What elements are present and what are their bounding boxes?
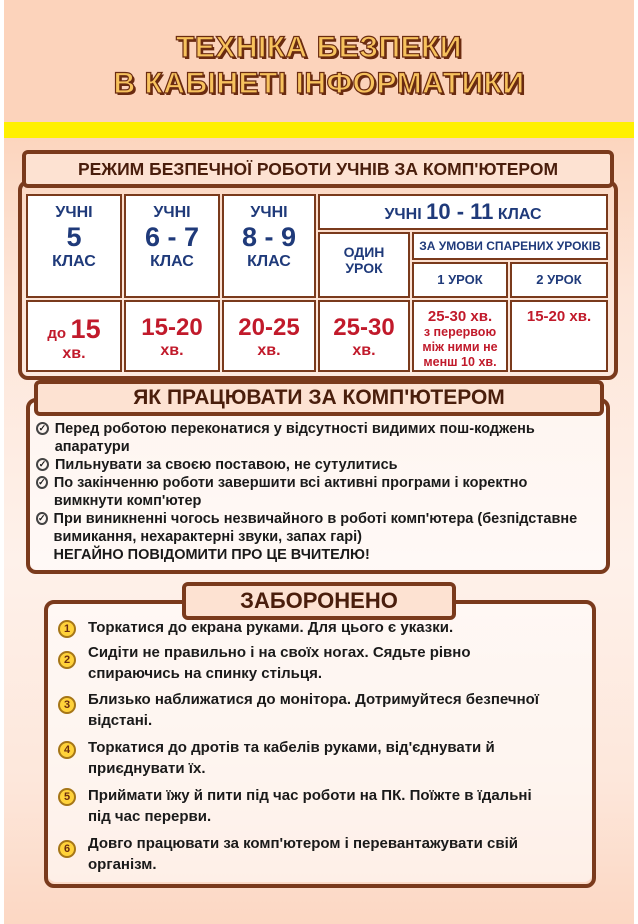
one-lesson-cell [318,232,410,298]
paired-lessons-cell [412,232,608,260]
pupils-label: УЧНІ [153,204,191,221]
forbidden-item-6: Довго працювати за комп'ютером і перевантажувати свій організм. [88,835,518,873]
minutes-label: хв. [62,345,86,362]
minutes-label: хв. [352,342,376,359]
number-badge-4: 4 [58,741,76,759]
forbidden-item-1: Торкатися до екрана руками. Для цього є указки. [88,619,454,636]
grade-5-cell [26,194,122,298]
time-value: 15 [70,314,101,344]
lesson-1-cell [412,262,508,298]
time-value: 25-30 хв. [427,308,493,325]
number-badge-6: 6 [58,840,76,858]
time-lesson-1 [412,300,508,372]
time-value: 25-30 [333,314,395,341]
class-label: КЛАС [52,253,96,270]
howto-item [36,474,596,510]
break-note: з перервою між ними не менш 10 хв. [422,325,498,369]
forbidden-item-2: Сидіти не правильно і на своїх ногах. Сядьте рівно спираючись на спинку стільця. [88,644,471,682]
lesson-2-cell [510,262,608,298]
number-badge-5: 5 [58,788,76,806]
pupils-label: УЧНІ [250,204,288,221]
time-grade-67 [124,300,220,372]
grade-5: 5 [66,222,82,252]
time-grade-5 [26,300,122,372]
grade-6-7: 6 - 7 [144,222,200,252]
time-grade-89 [222,300,316,372]
poster-title [4,30,634,102]
howto-item-text: Пильнувати за своєю поставою, не сутулитись [55,457,398,473]
grade-10-11: 10 - 11 [426,199,494,224]
poster [4,0,634,924]
check-icon: ✓ [36,458,49,471]
time-value: 15-20 хв. [526,308,592,325]
time-one-lesson [318,300,410,372]
pupils-label: УЧНІ [384,206,422,223]
class-label: КЛАС [150,253,194,270]
forbidden-heading-text: ЗАБОРОНЕНО [240,588,398,613]
forbidden-item-5: Приймати їжу й пити під час роботи на ПК. Поїжте в їдальні під час перерви. [88,787,532,825]
class-label: КЛАС [497,206,542,223]
howto-list [36,420,596,564]
grade-89-cell [222,194,316,298]
paired-lessons-label: ЗА УМОВИ СПАРЕНИХ УРОКІВ [419,239,601,253]
minutes-label: хв. [160,342,184,359]
number-badge-2: 2 [58,651,76,669]
forbidden-heading [182,582,456,620]
howto-item-text: При виникненні чогось незвичайного в роботі комп'ютера (безпідставне вимикання, нехарактерні звуки, запах гарі) [53,511,578,545]
forbidden-item-3: Близько наближатися до монітора. Дотримуйтеся безпечної відстані. [88,691,540,729]
grade-1011-cell [318,194,608,230]
howto-item-text: По закінченню роботи завершити всі активні програми і коректно вимкнути комп'ютер [53,475,528,509]
check-icon: ✓ [36,476,48,489]
minutes-label: хв. [257,342,281,359]
howto-heading-text: ЯК ПРАЦЮВАТИ ЗА КОМП'ЮТЕРОМ [133,386,505,409]
time-value: 20-25 [238,314,300,341]
number-badge-1: 1 [58,620,76,638]
howto-item [36,510,596,564]
howto-item [36,420,596,456]
class-label: КЛАС [247,253,291,270]
grade-67-cell [124,194,220,298]
time-value: 15-20 [141,314,203,341]
mode-heading-text: РЕЖИМ БЕЗПЕЧНОЇ РОБОТИ УЧНІВ ЗА КОМП'ЮТЕРОМ [77,159,559,179]
title-line-1: ТЕХНІКА БЕЗПЕКИ [176,31,462,64]
title-line-2: В КАБІНЕТІ ІНФОРМАТИКИ [113,67,525,100]
howto-item [36,456,596,474]
check-icon: ✓ [36,422,49,435]
number-badge-3: 3 [58,696,76,714]
pupils-label: УЧНІ [55,204,93,221]
howto-item-text: Перед роботою переконатися у відсутності видимих пош-коджень апаратури [54,421,535,455]
forbidden-item-4: Торкатися до дротів та кабелів руками, від'єднувати й приєднувати їх. [88,739,495,777]
howto-heading [34,380,604,416]
time-lesson-2 [510,300,608,372]
lesson-2-label: 2 УРОК [536,272,582,287]
lesson-1-label: 1 УРОК [437,272,483,287]
time-prefix: до [47,325,67,342]
yellow-stripe [4,122,634,138]
check-icon: ✓ [38,513,46,523]
one-lesson-label: ОДИН УРОК [343,244,385,276]
mode-heading [22,150,614,188]
howto-alert: НЕГАЙНО ПОВІДОМИТИ ПРО ЦЕ ВЧИТЕЛЮ! [53,547,370,563]
grade-8-9: 8 - 9 [241,222,297,252]
